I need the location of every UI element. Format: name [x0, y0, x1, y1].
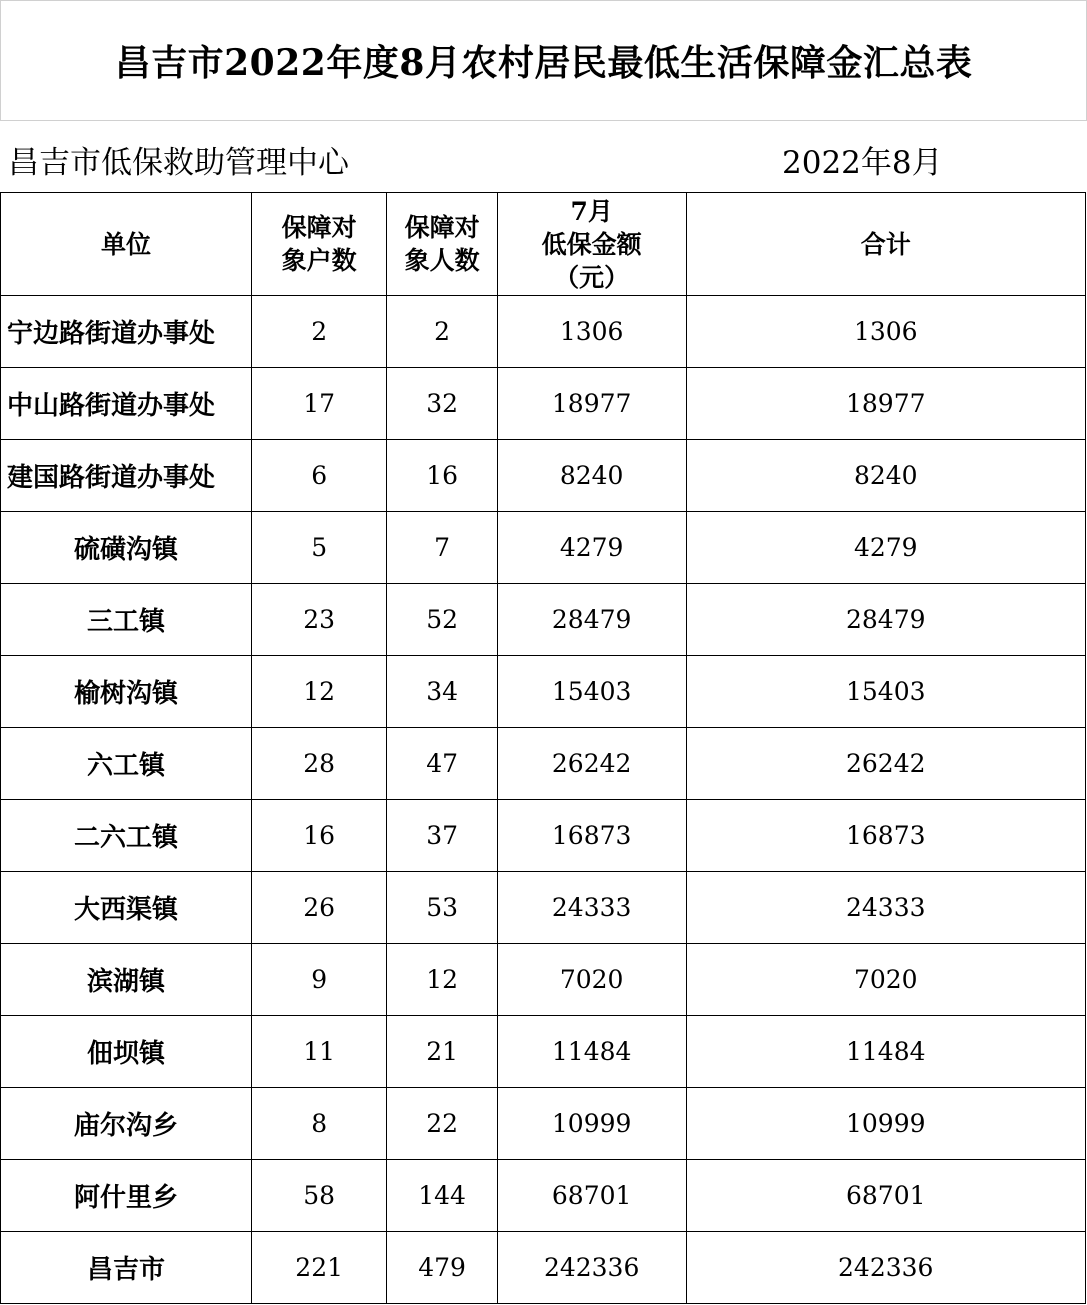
header-persons[interactable]: 保障对 象人数 [387, 193, 497, 296]
cell-unit[interactable]: 榆树沟镇 [1, 656, 252, 728]
cell-total[interactable]: 18977 [686, 368, 1086, 440]
table-row [1, 512, 1086, 584]
cell-unit[interactable]: 六工镇 [1, 728, 252, 800]
cell-amount[interactable]: 18977 [497, 368, 686, 440]
cell-households[interactable]: 2 [251, 296, 386, 368]
cell-households[interactable]: 23 [251, 584, 386, 656]
cell-unit[interactable]: 大西渠镇 [1, 872, 252, 944]
cell-unit[interactable]: 庙尔沟乡 [1, 1088, 252, 1160]
cell-households[interactable]: 17 [251, 368, 386, 440]
cell-total[interactable]: 242336 [686, 1232, 1086, 1304]
cell-total[interactable]: 16873 [686, 800, 1086, 872]
cell-total[interactable]: 28479 [686, 584, 1086, 656]
cell-households[interactable]: 221 [251, 1232, 386, 1304]
cell-persons[interactable]: 47 [387, 728, 497, 800]
cell-amount[interactable]: 28479 [497, 584, 686, 656]
cell-total[interactable]: 4279 [686, 512, 1086, 584]
cell-total[interactable]: 68701 [686, 1160, 1086, 1232]
cell-households[interactable]: 26 [251, 872, 386, 944]
cell-amount[interactable]: 15403 [497, 656, 686, 728]
cell-amount[interactable]: 10999 [497, 1088, 686, 1160]
cell-amount[interactable]: 1306 [497, 296, 686, 368]
table-row [1, 368, 1086, 440]
header-households[interactable]: 保障对 象户数 [251, 193, 386, 296]
cell-total[interactable]: 15403 [686, 656, 1086, 728]
cell-amount[interactable]: 8240 [497, 440, 686, 512]
cell-persons[interactable]: 22 [387, 1088, 497, 1160]
cell-amount[interactable]: 7020 [497, 944, 686, 1016]
cell-persons[interactable]: 12 [387, 944, 497, 1016]
cell-persons[interactable]: 16 [387, 440, 497, 512]
report-date[interactable]: 2022年8月 [782, 145, 943, 181]
cell-unit[interactable]: 二六工镇 [1, 800, 252, 872]
header-row [1, 193, 1086, 296]
cell-total[interactable]: 8240 [686, 440, 1086, 512]
cell-households[interactable]: 28 [251, 728, 386, 800]
table-row [1, 440, 1086, 512]
cell-total[interactable]: 1306 [686, 296, 1086, 368]
cell-total[interactable]: 26242 [686, 728, 1086, 800]
summary-table [0, 192, 1086, 1304]
cell-households[interactable]: 58 [251, 1160, 386, 1232]
cell-unit[interactable]: 昌吉市 [1, 1232, 252, 1304]
cell-amount[interactable]: 26242 [497, 728, 686, 800]
organization-label[interactable]: 昌吉市低保救助管理中心 [8, 145, 349, 181]
cell-households[interactable]: 6 [251, 440, 386, 512]
table-row [1, 872, 1086, 944]
cell-persons[interactable]: 53 [387, 872, 497, 944]
cell-unit[interactable]: 中山路街道办事处 [1, 368, 252, 440]
cell-persons[interactable]: 2 [387, 296, 497, 368]
cell-persons[interactable]: 21 [387, 1016, 497, 1088]
cell-households[interactable]: 9 [251, 944, 386, 1016]
cell-households[interactable]: 16 [251, 800, 386, 872]
cell-amount[interactable]: 68701 [497, 1160, 686, 1232]
table-row [1, 584, 1086, 656]
table-row [1, 1232, 1086, 1304]
cell-persons[interactable]: 34 [387, 656, 497, 728]
header-amount[interactable]: 7月 低保金额 （元） [497, 193, 686, 296]
cell-amount[interactable]: 16873 [497, 800, 686, 872]
table-row [1, 1160, 1086, 1232]
cell-unit[interactable]: 三工镇 [1, 584, 252, 656]
table-row [1, 656, 1086, 728]
cell-unit[interactable]: 建国路街道办事处 [1, 440, 252, 512]
cell-amount[interactable]: 4279 [497, 512, 686, 584]
cell-amount[interactable]: 242336 [497, 1232, 686, 1304]
cell-total[interactable]: 7020 [686, 944, 1086, 1016]
sheet-title: 昌吉市2022年度8月农村居民最低生活保障金汇总表 [114, 42, 973, 84]
cell-persons[interactable]: 7 [387, 512, 497, 584]
table-row [1, 1016, 1086, 1088]
cell-total[interactable]: 11484 [686, 1016, 1086, 1088]
table-row [1, 728, 1086, 800]
cell-amount[interactable]: 11484 [497, 1016, 686, 1088]
table-row [1, 296, 1086, 368]
header-total[interactable]: 合计 [686, 193, 1086, 296]
cell-unit[interactable]: 佃坝镇 [1, 1016, 252, 1088]
cell-persons[interactable]: 52 [387, 584, 497, 656]
cell-persons[interactable]: 144 [387, 1160, 497, 1232]
title-cell[interactable] [0, 0, 1087, 121]
cell-amount[interactable]: 24333 [497, 872, 686, 944]
cell-households[interactable]: 5 [251, 512, 386, 584]
cell-households[interactable]: 8 [251, 1088, 386, 1160]
cell-households[interactable]: 12 [251, 656, 386, 728]
table-row [1, 800, 1086, 872]
cell-total[interactable]: 24333 [686, 872, 1086, 944]
cell-persons[interactable]: 32 [387, 368, 497, 440]
header-unit[interactable]: 单位 [1, 193, 252, 296]
table-row [1, 1088, 1086, 1160]
subtitle-row [0, 121, 1087, 193]
cell-unit[interactable]: 宁边路街道办事处 [1, 296, 252, 368]
cell-households[interactable]: 11 [251, 1016, 386, 1088]
cell-unit[interactable]: 硫磺沟镇 [1, 512, 252, 584]
table-row [1, 944, 1086, 1016]
cell-persons[interactable]: 479 [387, 1232, 497, 1304]
cell-unit[interactable]: 滨湖镇 [1, 944, 252, 1016]
cell-persons[interactable]: 37 [387, 800, 497, 872]
cell-total[interactable]: 10999 [686, 1088, 1086, 1160]
cell-unit[interactable]: 阿什里乡 [1, 1160, 252, 1232]
